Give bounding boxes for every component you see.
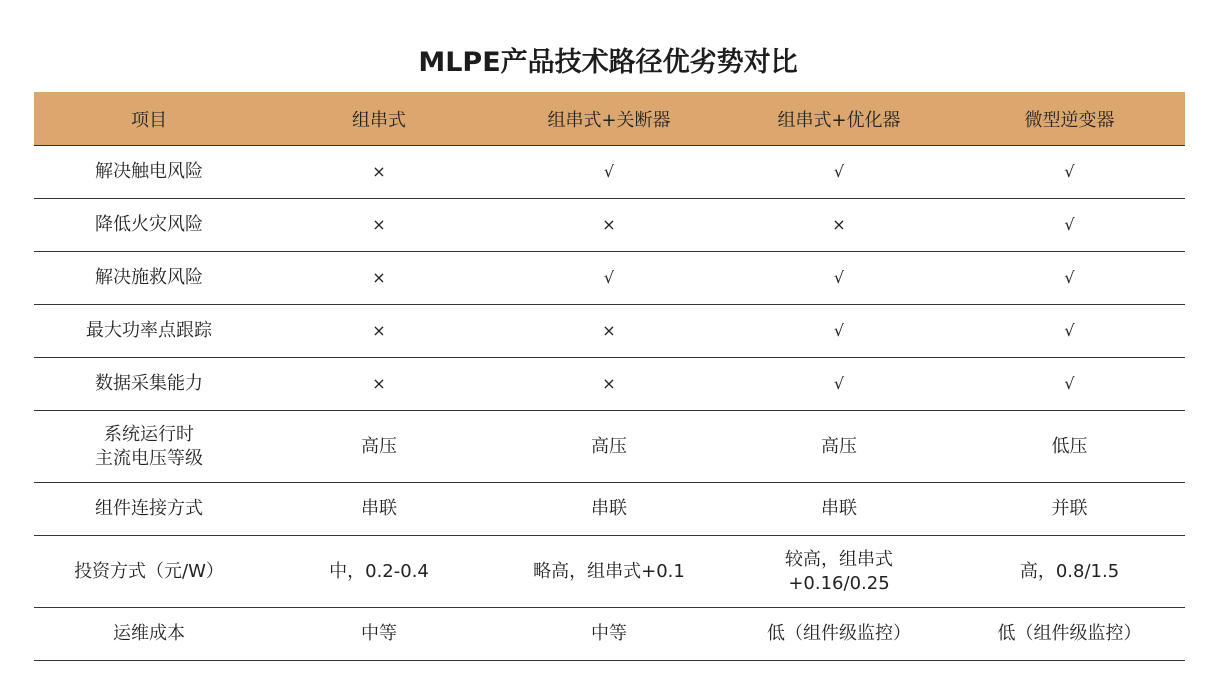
cell-text: 数据采集能力 bbox=[95, 373, 203, 394]
table-cell bbox=[724, 608, 954, 661]
table-row bbox=[34, 252, 1185, 305]
cell-text: √ bbox=[603, 162, 615, 181]
table-cell bbox=[264, 252, 494, 305]
cell-text: √ bbox=[1064, 268, 1075, 287]
cell-text: +0.16/0.25 bbox=[788, 572, 890, 594]
cell-text: √ bbox=[1064, 215, 1075, 234]
table-cell bbox=[264, 411, 494, 483]
cell-text: 运维成本 bbox=[113, 623, 185, 644]
cell-text: √ bbox=[1064, 162, 1075, 181]
cell-text: 串联 bbox=[591, 498, 627, 519]
cell-text: × bbox=[372, 215, 386, 234]
cell-text: × bbox=[372, 321, 386, 340]
cell-text: √ bbox=[833, 321, 845, 340]
table-cell bbox=[954, 146, 1185, 199]
cell-text: × bbox=[602, 374, 616, 393]
table-row bbox=[34, 305, 1185, 358]
comparison-table bbox=[34, 92, 1185, 661]
cell-text: 主流电压等级 bbox=[95, 447, 203, 469]
table-row bbox=[34, 608, 1185, 661]
cell-text: 低（组件级监控） bbox=[767, 623, 911, 644]
table-row bbox=[34, 411, 1185, 483]
cell-text: 投资方式（元/W） bbox=[74, 560, 224, 582]
table-row bbox=[34, 483, 1185, 536]
table-cell bbox=[724, 411, 954, 483]
table-cell bbox=[494, 483, 724, 536]
cell-text: 降低火灾风险 bbox=[95, 214, 203, 235]
cell-text: 高压 bbox=[591, 435, 627, 457]
table-row bbox=[34, 199, 1185, 252]
row-label bbox=[34, 536, 264, 608]
table-cell bbox=[724, 305, 954, 358]
table-cell bbox=[724, 536, 954, 608]
cell-text: 高压 bbox=[361, 435, 397, 457]
table-cell bbox=[494, 199, 724, 252]
table-cell bbox=[494, 305, 724, 358]
cell-text: 低压 bbox=[1051, 435, 1088, 457]
row-label bbox=[34, 146, 264, 199]
table-cell bbox=[724, 146, 954, 199]
cell-text: 系统运行时 bbox=[104, 423, 194, 445]
table-cell bbox=[954, 536, 1185, 608]
cell-text: √ bbox=[1064, 321, 1075, 340]
table-cell bbox=[494, 358, 724, 411]
table-cell bbox=[264, 146, 494, 199]
table-cell bbox=[264, 608, 494, 661]
cell-text: × bbox=[602, 215, 616, 234]
cell-text: 高压 bbox=[821, 435, 857, 457]
cell-text: 串联 bbox=[361, 498, 397, 519]
table-cell bbox=[954, 199, 1185, 252]
table-cell bbox=[724, 483, 954, 536]
header-microinverter: 微型逆变器 bbox=[954, 92, 1185, 146]
table-cell bbox=[724, 252, 954, 305]
row-label bbox=[34, 411, 264, 483]
cell-text: × bbox=[832, 215, 846, 234]
cell-text: 中，0.2-0.4 bbox=[329, 560, 429, 582]
cell-text: √ bbox=[603, 268, 615, 287]
table-cell bbox=[954, 483, 1185, 536]
cell-text: 并联 bbox=[1051, 498, 1088, 519]
table-cell bbox=[954, 305, 1185, 358]
row-label bbox=[34, 252, 264, 305]
table-cell bbox=[264, 358, 494, 411]
header-string-shutdown: 组串式+关断器 bbox=[494, 92, 724, 146]
row-label bbox=[34, 305, 264, 358]
table-cell bbox=[494, 608, 724, 661]
table-cell bbox=[954, 608, 1185, 661]
cell-text: 高，0.8/1.5 bbox=[1019, 560, 1120, 582]
row-label bbox=[34, 483, 264, 536]
table-cell bbox=[264, 199, 494, 252]
cell-text: 低（组件级监控） bbox=[997, 623, 1142, 644]
table-cell bbox=[494, 411, 724, 483]
header-item: 项目 bbox=[34, 92, 264, 146]
cell-text: × bbox=[372, 374, 386, 393]
cell-text: × bbox=[372, 268, 386, 287]
cell-text: 最大功率点跟踪 bbox=[86, 320, 212, 341]
cell-text: 组件连接方式 bbox=[95, 498, 203, 519]
table-cell bbox=[954, 252, 1185, 305]
table-cell bbox=[264, 483, 494, 536]
cell-text: × bbox=[372, 162, 386, 181]
table-cell bbox=[494, 146, 724, 199]
table-cell bbox=[954, 358, 1185, 411]
table-cell bbox=[264, 305, 494, 358]
row-label bbox=[34, 608, 264, 661]
cell-text: 略高，组串式+0.1 bbox=[533, 560, 685, 582]
cell-text: 串联 bbox=[821, 498, 857, 519]
cell-text: 解决触电风险 bbox=[95, 161, 203, 182]
cell-text: 较高，组串式 bbox=[785, 548, 893, 570]
table-cell bbox=[724, 358, 954, 411]
table-header-row bbox=[34, 92, 1185, 146]
table-row bbox=[34, 358, 1185, 411]
cell-text: √ bbox=[833, 374, 845, 393]
cell-text: √ bbox=[833, 162, 845, 181]
cell-text: 中等 bbox=[591, 623, 627, 644]
row-label bbox=[34, 358, 264, 411]
table-row bbox=[34, 146, 1185, 199]
cell-text: √ bbox=[1064, 374, 1075, 393]
cell-text: × bbox=[602, 321, 616, 340]
page-title: MLPE产品技术路径优劣势对比 bbox=[418, 47, 798, 78]
cell-text: 解决施救风险 bbox=[95, 267, 203, 288]
cell-text: √ bbox=[833, 268, 845, 287]
header-string: 组串式 bbox=[264, 92, 494, 146]
cell-text: 中等 bbox=[361, 623, 397, 644]
table-cell bbox=[954, 411, 1185, 483]
table-cell bbox=[494, 536, 724, 608]
table-cell bbox=[494, 252, 724, 305]
header-string-optimizer: 组串式+优化器 bbox=[724, 92, 954, 146]
table-row bbox=[34, 536, 1185, 608]
table-cell bbox=[264, 536, 494, 608]
table-cell bbox=[724, 199, 954, 252]
row-label bbox=[34, 199, 264, 252]
